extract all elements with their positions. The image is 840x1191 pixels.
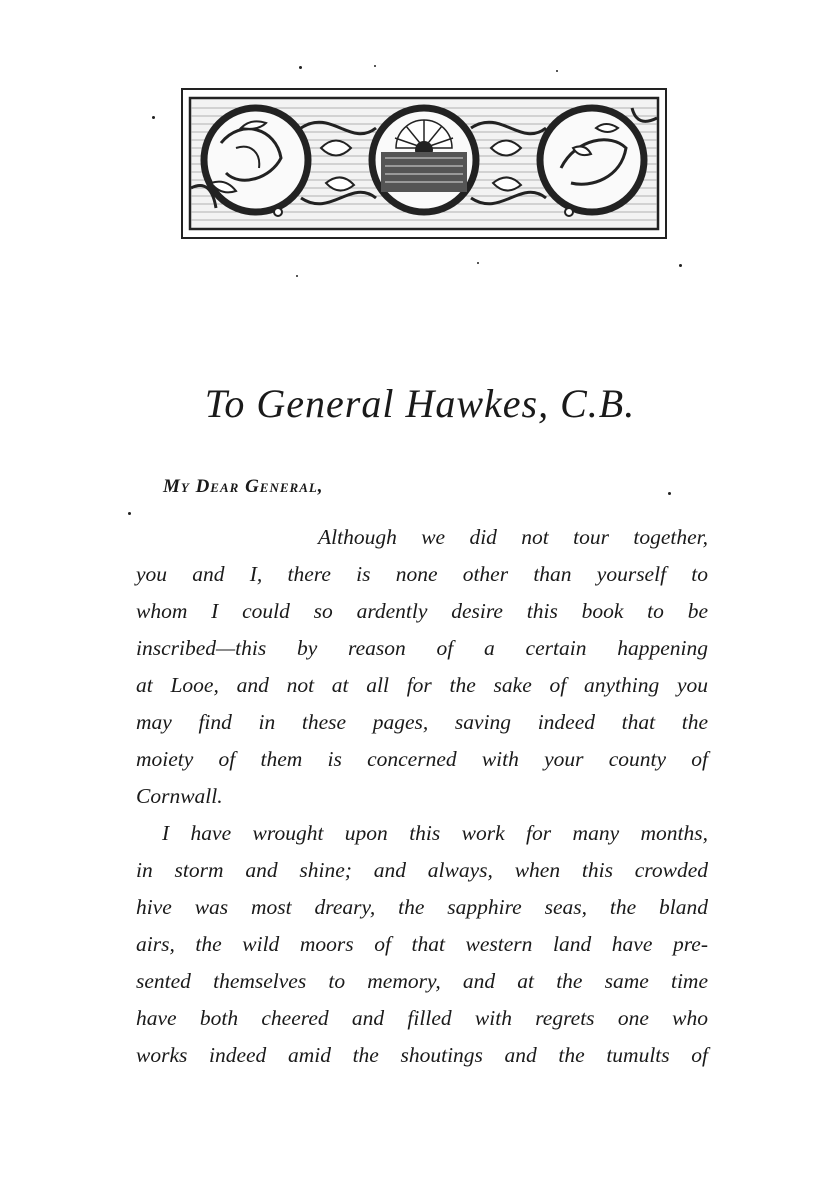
text-line: moiety of them is concerned with your county of bbox=[136, 747, 708, 771]
text-line: at Looe, and not at all for the sake of anything you bbox=[136, 673, 708, 697]
dedication-title: To General Hawkes, C.B. bbox=[204, 381, 636, 426]
print-speck bbox=[296, 275, 298, 277]
ornamental-headpiece bbox=[181, 88, 667, 239]
text-line: may find in these pages, saving indeed that the bbox=[136, 710, 708, 734]
text-line: whom I could so ardently desire this book to be bbox=[136, 599, 708, 623]
salutation: My Dear General, bbox=[163, 476, 324, 497]
print-speck bbox=[299, 66, 302, 69]
text-line: inscribed—this by reason of a certain happening bbox=[136, 636, 708, 660]
headpiece-engraving bbox=[181, 88, 667, 239]
text-line: airs, the wild moors of that western land have pre- bbox=[136, 932, 708, 956]
print-speck bbox=[128, 512, 131, 515]
text-line: in storm and shine; and always, when this crowded bbox=[136, 858, 708, 882]
text-line: hive was most dreary, the sapphire seas, the bland bbox=[136, 895, 708, 919]
text-line: works indeed amid the shoutings and the tumults of bbox=[136, 1043, 708, 1067]
text-line: have both cheered and filled with regrets one who bbox=[136, 1006, 708, 1030]
print-speck bbox=[556, 70, 558, 72]
text-line: you and I, there is none other than yourself to bbox=[136, 562, 708, 586]
dedication-body bbox=[136, 519, 708, 1074]
text-line: Cornwall. bbox=[136, 784, 223, 808]
print-speck bbox=[668, 492, 671, 495]
print-speck bbox=[477, 262, 479, 264]
text-line: sented themselves to memory, and at the same time bbox=[136, 969, 708, 993]
text-line: Although we did not tour together, bbox=[318, 525, 708, 549]
print-speck bbox=[679, 264, 682, 267]
print-speck bbox=[374, 65, 376, 67]
print-speck bbox=[152, 116, 155, 119]
text-line: I have wrought upon this work for many months, bbox=[162, 821, 708, 845]
